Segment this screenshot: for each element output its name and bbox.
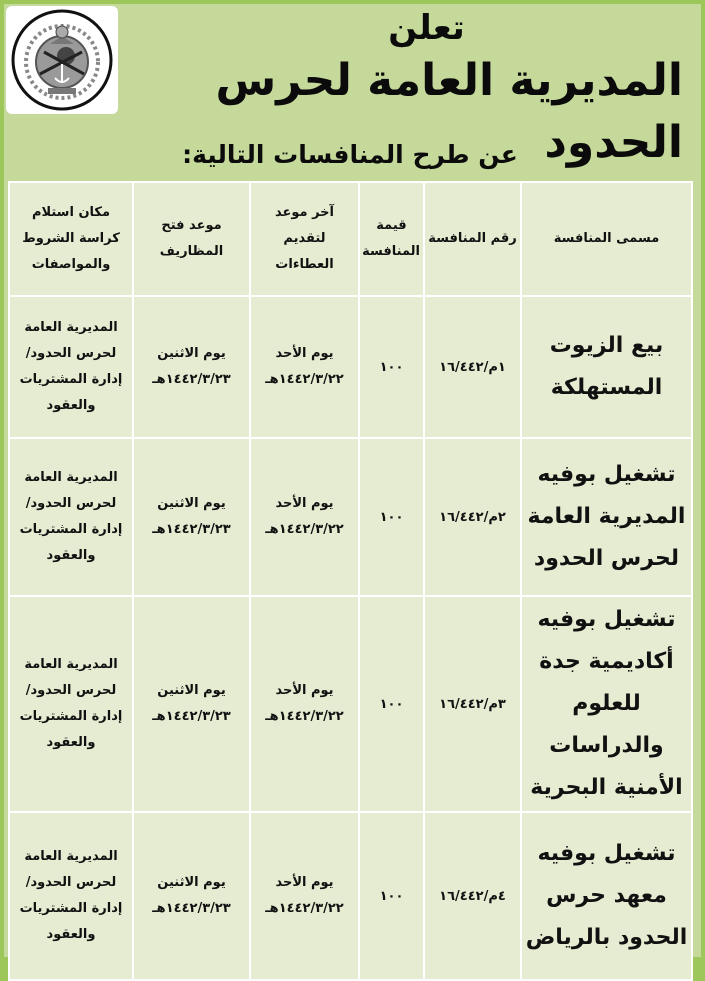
opening-date: ١٤٤٢/٣/٢٣هـ bbox=[152, 372, 231, 387]
tenders-table bbox=[8, 181, 693, 981]
tender-value: ١٠٠ bbox=[359, 296, 424, 438]
deadline-day: يوم الأحد bbox=[275, 875, 334, 890]
col-header-value: قيمة المنافسة bbox=[359, 182, 424, 296]
table-row bbox=[9, 596, 692, 812]
tender-name: تشغيل بوفيه معهد حرس الحدود بالرياض bbox=[521, 812, 692, 980]
deadline-date: ١٤٤٢/٣/٢٢هـ bbox=[265, 709, 344, 724]
tender-opening bbox=[133, 438, 250, 596]
tender-number: ١م/١٦/٤٤٢ bbox=[424, 296, 521, 438]
deadline-date: ١٤٤٢/٣/٢٢هـ bbox=[265, 522, 344, 537]
table-row bbox=[9, 812, 692, 980]
tender-deadline bbox=[250, 296, 359, 438]
opening-date: ١٤٤٢/٣/٢٣هـ bbox=[152, 901, 231, 916]
tender-deadline bbox=[250, 596, 359, 812]
organization-title: المديرية العامة لحرس الحدود bbox=[215, 55, 683, 168]
opening-date: ١٤٤٢/٣/٢٣هـ bbox=[152, 522, 231, 537]
deadline-date: ١٤٤٢/٣/٢٢هـ bbox=[265, 372, 344, 387]
tender-location: المديرية العامة لحرس الحدود/ إدارة المشتريات والعقود bbox=[9, 812, 133, 980]
deadline-day: يوم الأحد bbox=[275, 346, 334, 361]
tender-number: ٣م/١٦/٤٤٢ bbox=[424, 596, 521, 812]
opening-day: يوم الاثنين bbox=[157, 683, 226, 698]
tender-location: المديرية العامة لحرس الحدود/ إدارة المشتريات والعقود bbox=[9, 296, 133, 438]
tender-deadline bbox=[250, 438, 359, 596]
table-row bbox=[9, 296, 692, 438]
tender-location: المديرية العامة لحرس الحدود/ إدارة المشتريات والعقود bbox=[9, 596, 133, 812]
tender-value: ١٠٠ bbox=[359, 812, 424, 980]
deadline-day: يوم الأحد bbox=[275, 683, 334, 698]
opening-day: يوم الاثنين bbox=[157, 875, 226, 890]
announces-heading: تعلن bbox=[388, 8, 465, 48]
emblem-icon bbox=[10, 8, 114, 112]
col-header-deadline: آخر موعد لتقديم العطاءات bbox=[250, 182, 359, 296]
deadline-date: ١٤٤٢/٣/٢٢هـ bbox=[265, 901, 344, 916]
subtitle: عن طرح المنافسات التالية: bbox=[182, 140, 518, 169]
tender-opening bbox=[133, 296, 250, 438]
tender-number: ٢م/١٦/٤٤٢ bbox=[424, 438, 521, 596]
col-header-location: مكان استلام كراسة الشروط والمواصفات bbox=[9, 182, 133, 296]
deadline-day: يوم الأحد bbox=[275, 496, 334, 511]
tender-number: ٤م/١٦/٤٤٢ bbox=[424, 812, 521, 980]
tender-deadline bbox=[250, 812, 359, 980]
border-guard-logo bbox=[6, 6, 118, 114]
tender-value: ١٠٠ bbox=[359, 438, 424, 596]
table-row bbox=[9, 438, 692, 596]
tender-name: بيع الزيوت المستهلكة bbox=[521, 296, 692, 438]
tender-opening bbox=[133, 596, 250, 812]
opening-date: ١٤٤٢/٣/٢٣هـ bbox=[152, 709, 231, 724]
table-header-row bbox=[9, 182, 692, 296]
opening-day: يوم الاثنين bbox=[157, 346, 226, 361]
tender-name: تشغيل بوفيه المديرية العامة لحرس الحدود bbox=[521, 438, 692, 596]
tender-opening bbox=[133, 812, 250, 980]
col-header-name: مسمى المنافسة bbox=[521, 182, 692, 296]
tender-name: تشغيل بوفيه أكاديمية جدة للعلوم والدراسات الأمنية البحرية bbox=[521, 596, 692, 812]
opening-day: يوم الاثنين bbox=[157, 496, 226, 511]
col-header-opening: موعد فتح المظاريف bbox=[133, 182, 250, 296]
col-header-number: رقم المنافسة bbox=[424, 182, 521, 296]
tender-location: المديرية العامة لحرس الحدود/ إدارة المشتريات والعقود bbox=[9, 438, 133, 596]
tender-value: ١٠٠ bbox=[359, 596, 424, 812]
